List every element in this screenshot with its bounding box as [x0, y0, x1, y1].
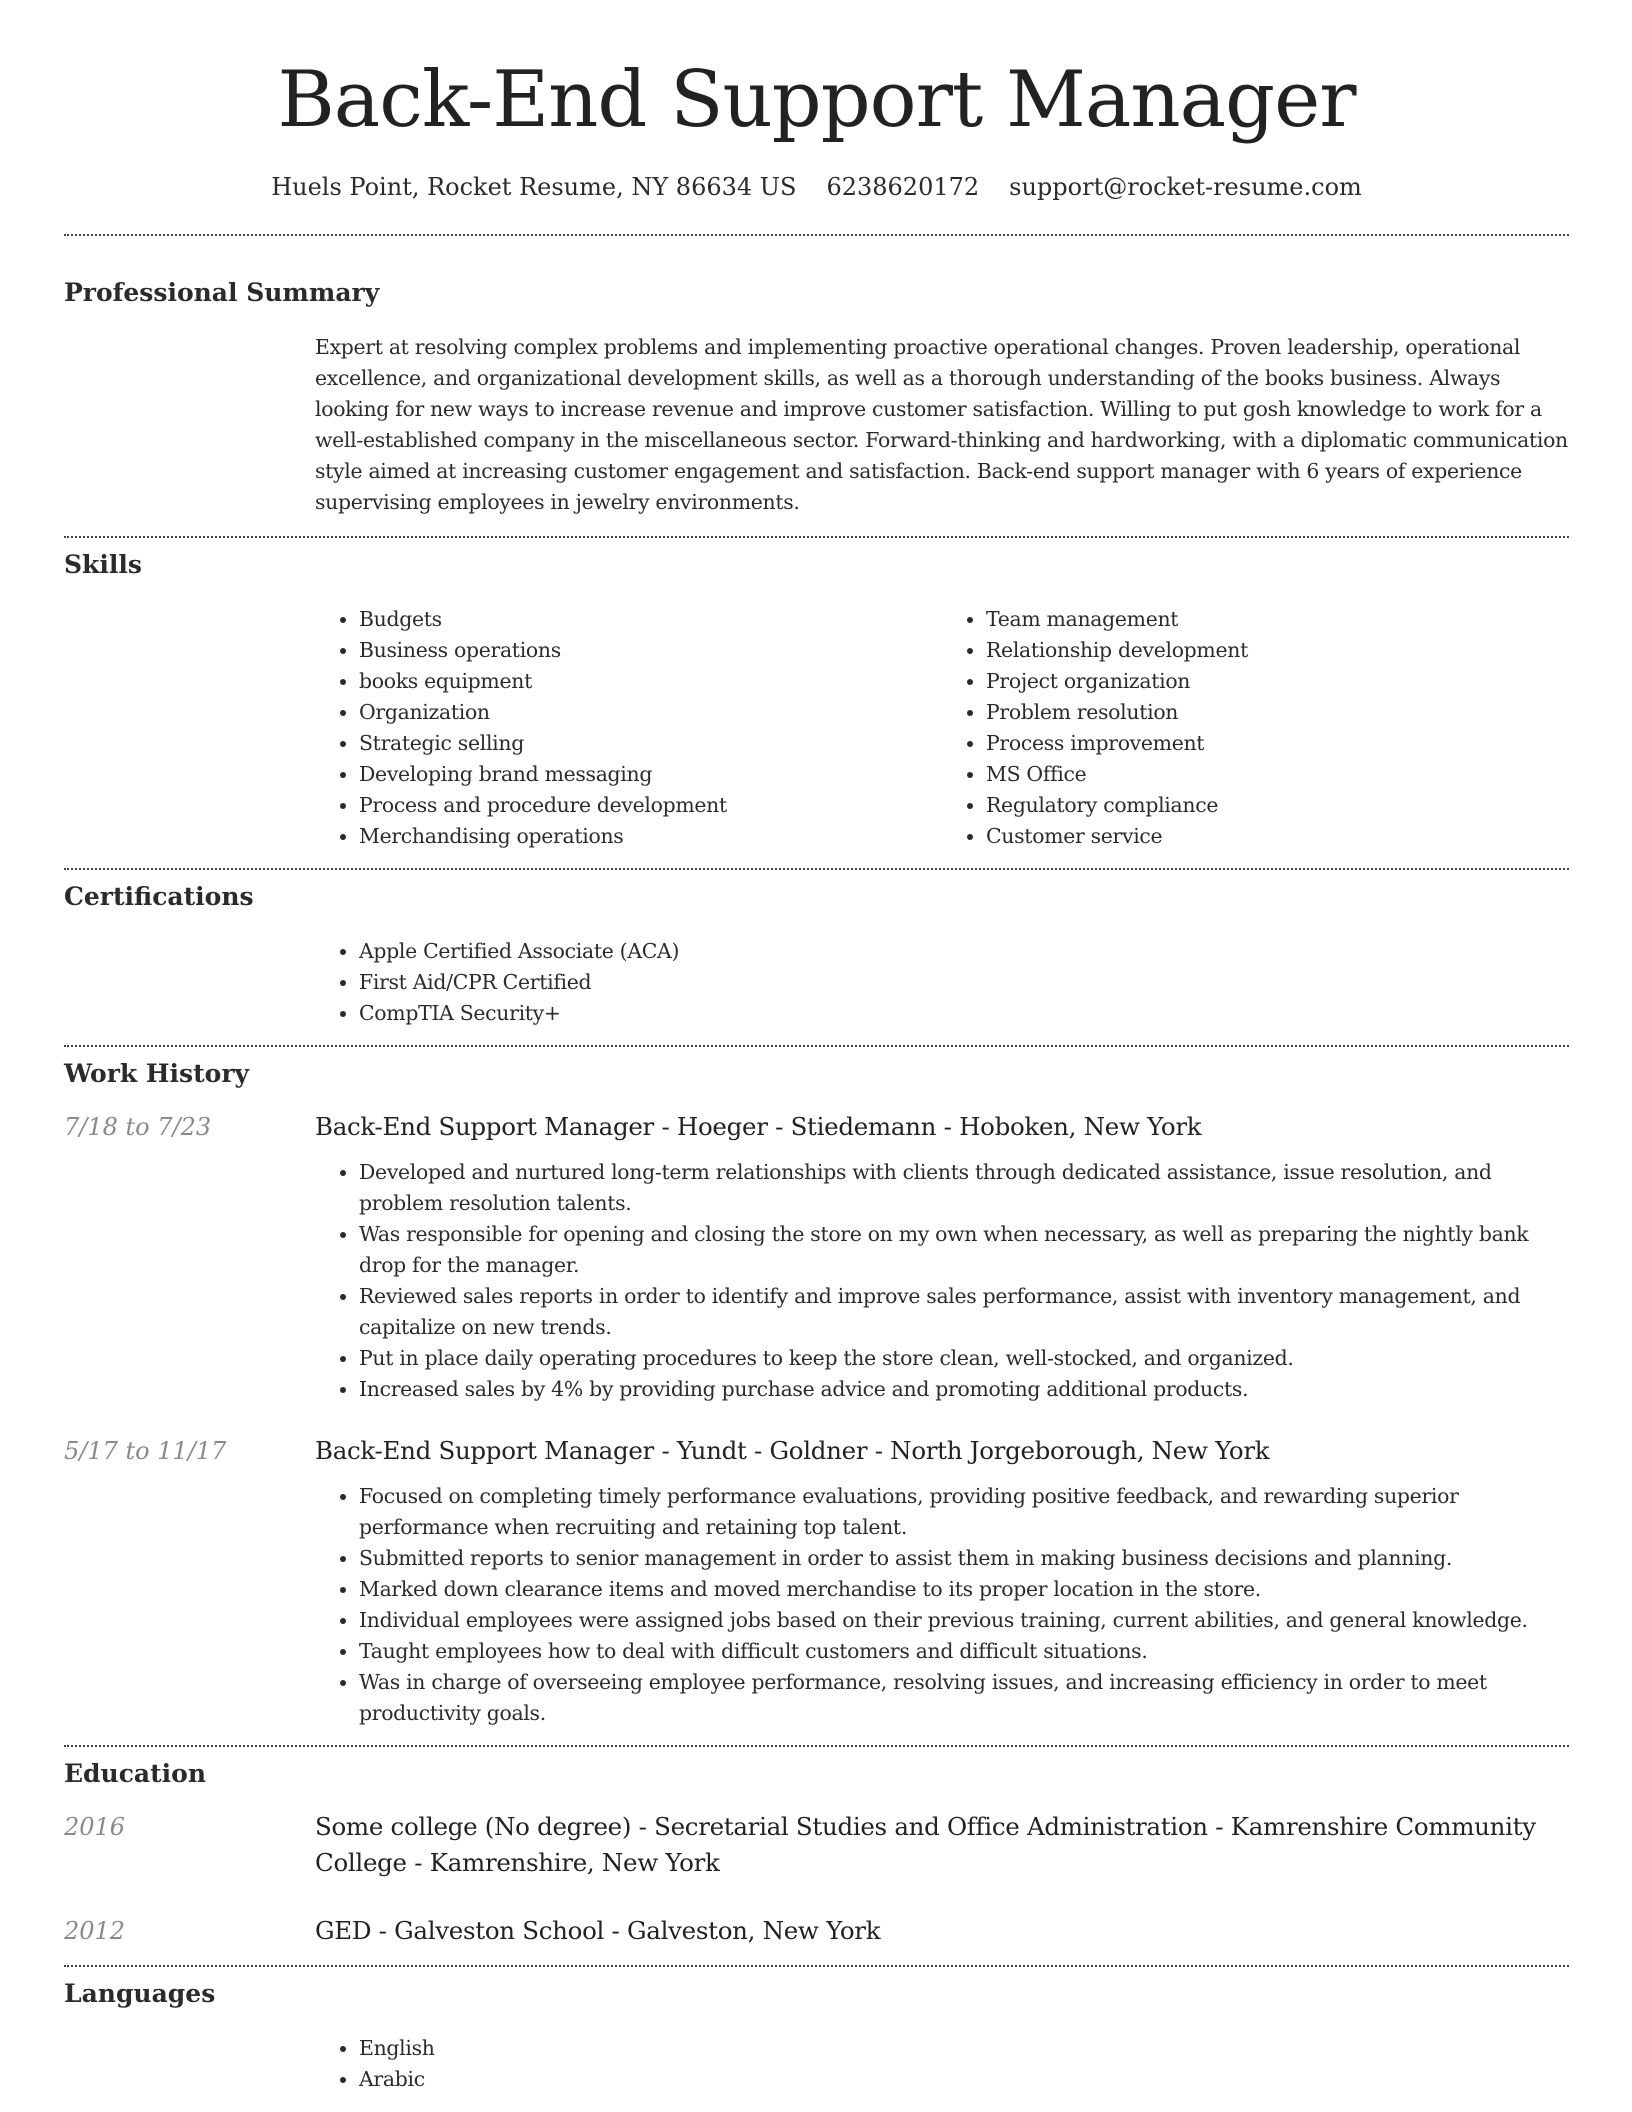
skill-item: • Budgets: [359, 604, 942, 635]
skill-item: • Strategic selling: [359, 728, 942, 759]
skill-item: • Problem resolution: [986, 697, 1569, 728]
resume-page: [64, 0, 1569, 2095]
skill-item: • Customer service: [986, 821, 1569, 852]
languages-section: [64, 1979, 1569, 2095]
skill-item: • Process and procedure development: [359, 790, 942, 821]
section-title-education: Education: [64, 1759, 207, 1788]
skill-item: • Relationship development: [986, 635, 1569, 666]
skill-item: • Organization: [359, 697, 942, 728]
job-bullet: • Developed and nurtured long-term relationships with clients through dedicated assistance, issue resolution, and problem resolution talents.: [359, 1157, 1569, 1219]
job-bullet: • Put in place daily operating procedures to keep the store clean, well-stocked, and organized.: [359, 1343, 1569, 1374]
job-bullet: • Increased sales by 4% by providing purchase advice and promoting additional products.: [359, 1374, 1569, 1405]
section-divider: [64, 234, 1569, 236]
job-bullet: • Was responsible for opening and closing the store on my own when necessary, as well as preparing the nightly bank drop for the manager.: [359, 1219, 1569, 1281]
certification-item: • First Aid/CPR Certified: [359, 967, 1569, 998]
skills-list-left: [315, 604, 942, 852]
skill-item: • Team management: [986, 604, 1569, 635]
skills-section: [64, 550, 1569, 852]
contact-line: [64, 172, 1569, 202]
skills-list-right: [942, 604, 1569, 852]
education-heading: Some college (No degree) - Secretarial Studies and Office Administration - Kamrenshire Community College - Kamrenshire, New York: [315, 1812, 1536, 1877]
skill-item: • books equipment: [359, 666, 942, 697]
skill-item: • Project organization: [986, 666, 1569, 697]
job-bullets: [315, 1481, 1569, 1729]
job-entry: [64, 1109, 1569, 1405]
skill-item: • Merchandising operations: [359, 821, 942, 852]
job-bullet: • Was in charge of overseeing employee performance, resolving issues, and increasing efficiency in order to meet productivity goals.: [359, 1667, 1569, 1729]
certifications-list: [315, 936, 1569, 1029]
job-entry: [64, 1433, 1569, 1729]
education-section: [64, 1759, 1569, 1949]
section-divider: [64, 868, 1569, 870]
job-bullet: • Reviewed sales reports in order to identify and improve sales performance, assist with inventory management, and capitalize on new trends.: [359, 1281, 1569, 1343]
job-heading: Back-End Support Manager - Yundt - Goldner - North Jorgeborough, New York: [315, 1436, 1270, 1465]
section-title-summary: Professional Summary: [64, 278, 380, 307]
skill-item: • Business operations: [359, 635, 942, 666]
section-title-certifications: Certifications: [64, 882, 254, 911]
skill-item: • Developing brand messaging: [359, 759, 942, 790]
education-year: 2016: [64, 1813, 126, 1841]
language-item: • Arabic: [359, 2064, 1569, 2095]
job-heading: Back-End Support Manager - Hoeger - Stiedemann - Hoboken, New York: [315, 1112, 1202, 1141]
section-divider: [64, 1045, 1569, 1047]
education-year: 2012: [64, 1917, 126, 1945]
job-bullet: • Individual employees were assigned jobs based on their previous training, current abilities, and general knowledge.: [359, 1605, 1569, 1636]
language-item: • English: [359, 2033, 1569, 2064]
certification-item: • Apple Certified Associate (ACA): [359, 936, 1569, 967]
skill-item: • MS Office: [986, 759, 1569, 790]
languages-list: [315, 2033, 1569, 2095]
education-entry: [64, 1913, 1569, 1949]
job-bullet: • Focused on completing timely performance evaluations, providing positive feedback, and rewarding superior performance when recruiting and retaining top talent.: [359, 1481, 1569, 1543]
work-section: [64, 1059, 1569, 1729]
certifications-section: [64, 882, 1569, 1029]
job-bullet: • Submitted reports to senior management in order to assist them in making business decisions and planning.: [359, 1543, 1569, 1574]
summary-text: Expert at resolving complex problems and implementing proactive operational changes. Proven leadership, operational excellence, and organizational development skills, as well as a thorough understanding of the books business. Always looking for new ways to increase revenue and improve customer satisfaction. Willing to put gosh knowledge to work for a well-established company in the miscellaneous sector. Forward-thinking and hardworking, with a diplomatic communication style aimed at increasing customer engagement and satisfaction. Back-end support manager with 6 years of experience supervising employees in jewelry environments.: [315, 335, 1568, 514]
section-title-work: Work History: [64, 1059, 250, 1088]
contact-address: Huels Point, Rocket Resume, NY 86634 US: [271, 173, 797, 201]
resume-title: Back-End Support Manager: [277, 55, 1356, 145]
section-title-languages: Languages: [64, 1979, 216, 2008]
education-entry: [64, 1809, 1569, 1881]
job-bullet: • Taught employees how to deal with difficult customers and difficult situations.: [359, 1636, 1569, 1667]
section-divider: [64, 1745, 1569, 1747]
skill-item: • Process improvement: [986, 728, 1569, 759]
job-bullets: [315, 1157, 1569, 1405]
section-divider: [64, 1965, 1569, 1967]
job-dates: 5/17 to 11/17: [64, 1437, 227, 1465]
job-dates: 7/18 to 7/23: [64, 1113, 212, 1141]
summary-section: [64, 278, 1569, 518]
certification-item: • CompTIA Security+: [359, 998, 1569, 1029]
contact-phone: 6238620172: [826, 173, 980, 201]
job-bullet: • Marked down clearance items and moved merchandise to its proper location in the store.: [359, 1574, 1569, 1605]
section-title-skills: Skills: [64, 550, 142, 579]
skill-item: • Regulatory compliance: [986, 790, 1569, 821]
education-heading: GED - Galveston School - Galveston, New York: [315, 1916, 881, 1945]
section-divider: [64, 536, 1569, 538]
contact-email[interactable]: support@rocket-resume.com: [1009, 173, 1362, 201]
